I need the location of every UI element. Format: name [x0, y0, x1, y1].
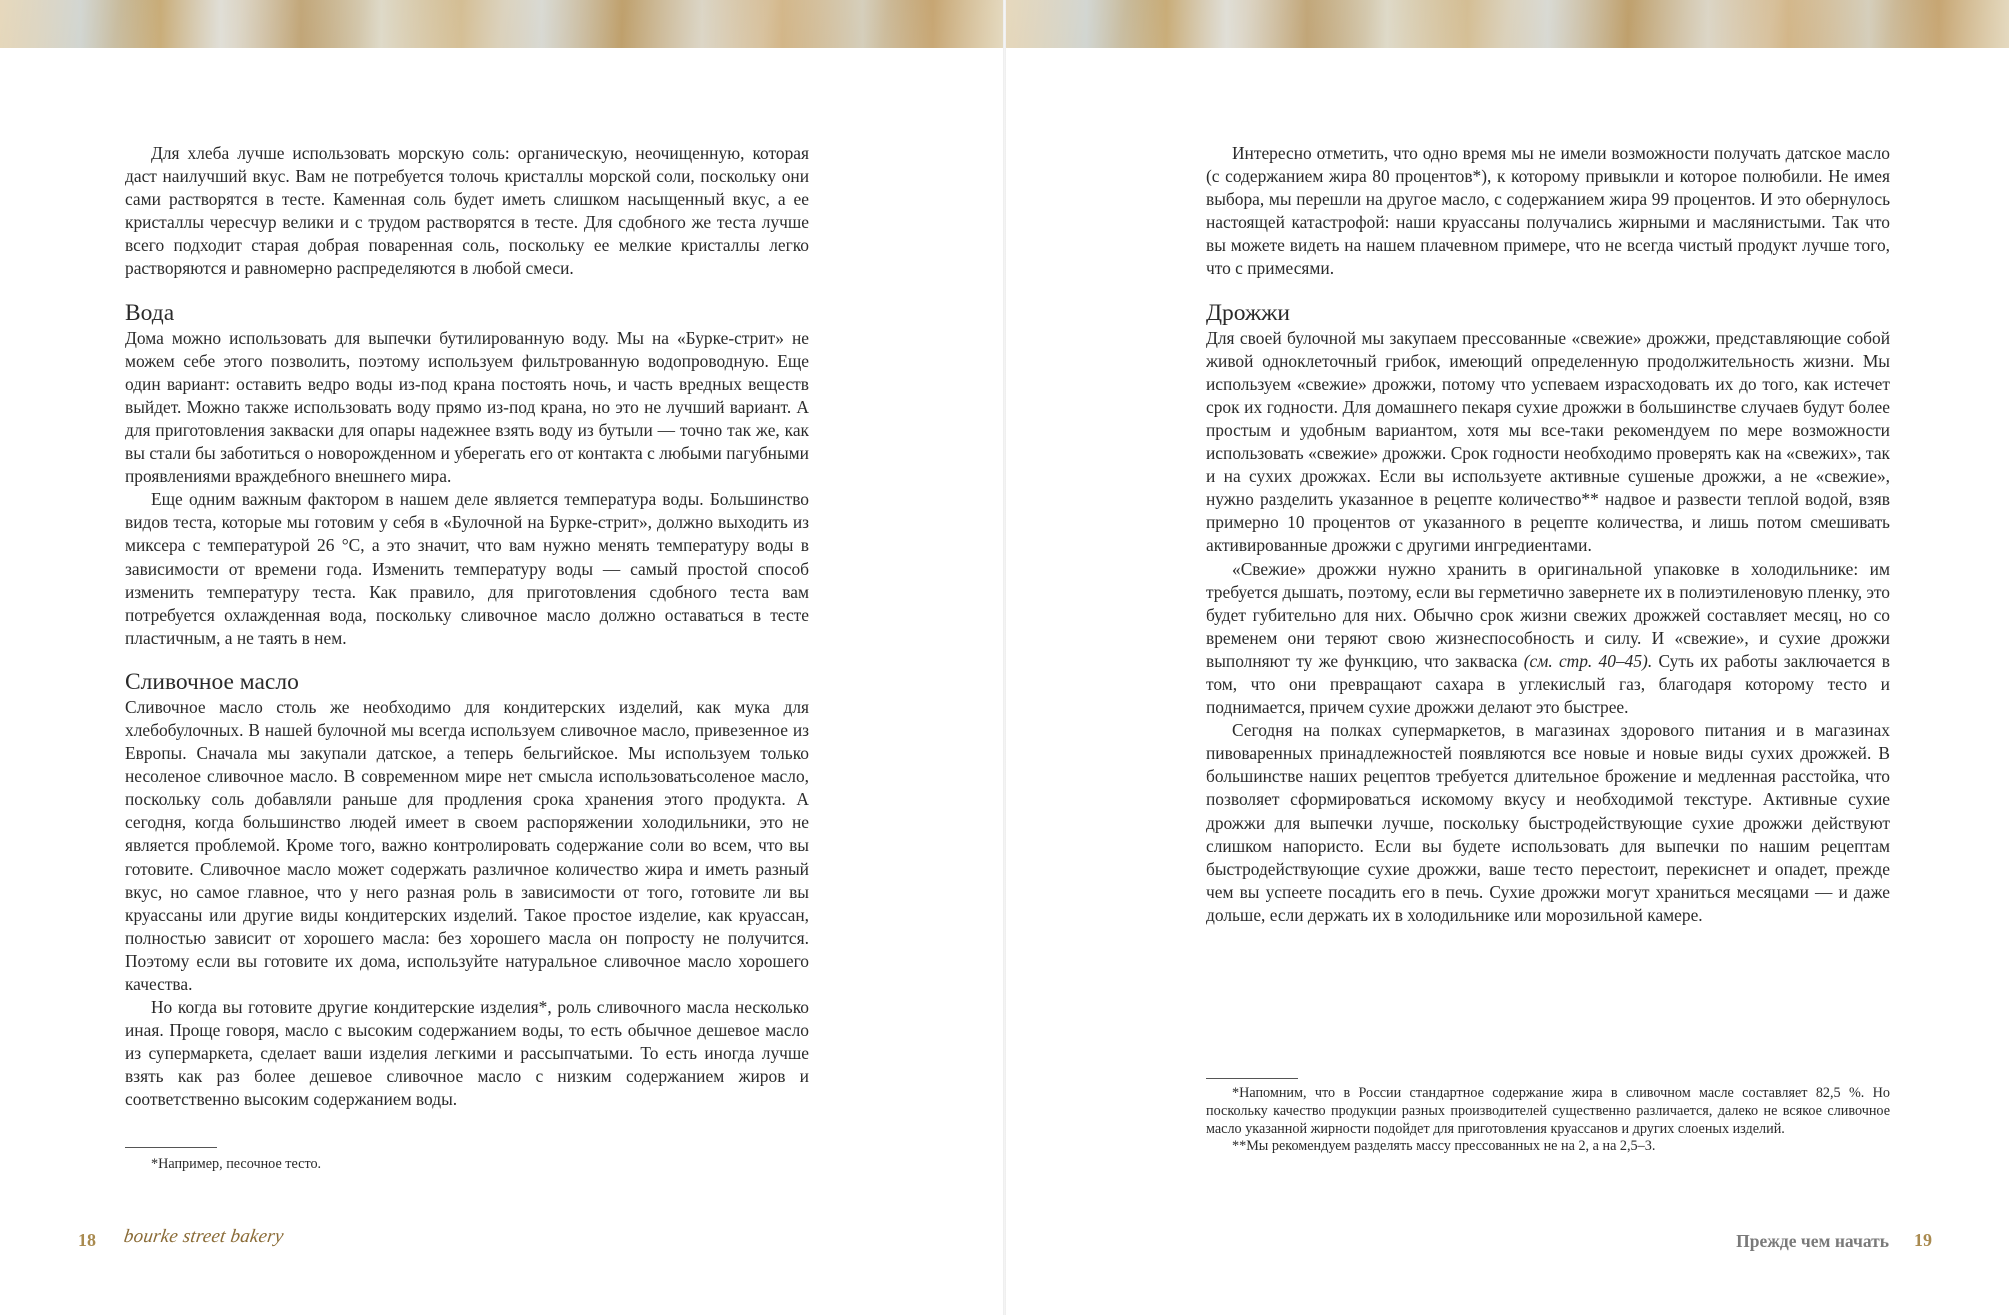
- page-reference: (см. стр. 40–45).: [1523, 650, 1653, 671]
- yeast-paragraph-3: Сегодня на полках супермаркетов, в магазинах здорового питания и в магазинах пивоваренных принадлежностей появляются все новые и новые виды сухих дрожжей. В большинстве наших рецептов требуется длительное брожение и медленная расстойка, что позволяет сформироваться искомому вкусу и необходимой текстуре. Активные сухие дрожжи для выпечки лучше, поскольку быстродействующие сухие дрожжи действуют слишком напористо. Если вы будете использовать для выпечки по нашим рецептам быстродействующие сухие дрожжи, ваше тесто перестоит, перекиснет и опадет, прежде чем вы успеете посадить его в печь. Сухие дрожжи могут храниться месяцами — и даже дольше, если держать их в холодильнике или морозильной камере.: [1206, 720, 1890, 925]
- yeast-paragraph-2-part-a: «Свежие» дрожжи нужно хранить в оригинальной упаковке в холодильнике: им требуется дышать, поэтому, если вы герметично завернете их в полиэтиленовую пленку, это будет губительно для них. Обычно срок жизни свежих дрожжей составляет месяц, но со временем они теряют свою жизнеспособность и силу. И «свежие», и сухие дрожжи выполняют ту же функцию, что закваска: [1206, 558, 1890, 671]
- right-footnote-1: *Напомним, что в России стандартное содержание жира в сливочном масле составляет 82,5 %. Но поскольку качество продукции разных производителей существенно различается, далеко не всякое сливочное масло указанной жирности подойдет для приготовления круассанов и других слоеных изделий.: [1206, 1085, 1890, 1137]
- butter-paragraph-2: Но когда вы готовите другие кондитерские изделия*, роль сливочного масла несколько иная. Проще говоря, масло с высоким содержанием воды, то есть обычное дешевое масло из супермаркета, сделает ваши изделия легкими и рассыпчатыми. То есть иногда лучше взять как раз более дешевое сливочное масло с низким содержанием жиров и соответственно высоким содержанием воды.: [125, 997, 809, 1110]
- water-paragraph-1: Дома можно использовать для выпечки бутилированную воду. Мы на «Бурке-стрит» не можем себе этого позволить, поэтому используем фильтрованную водопроводную. Еще один вариант: оставить ведро воды из-под крана постоять ночь, и часть вредных веществ выйдет. Можно также использовать воду прямо из-под крана, но это не лучший вариант. А для приготовления закваски для опары надежнее взять воду из бутыли — точно так же, как вы стали бы заботиться о новорожденном и уберегать его от контакта с любыми пагубными проявлениями враждебного внешнего мира.: [125, 327, 809, 487]
- yeast-paragraph-2-part-b: Суть их работы заключается в том, что они превращают сахара в углекислый газ, благодаря которому тесто и поднимается, причем сухие дрожжи делают это быстрее.: [1206, 650, 1890, 718]
- left-header-texture: [0, 0, 1003, 48]
- page-gutter: [1003, 0, 1006, 1315]
- left-page-text-column: [125, 142, 809, 1112]
- left-footnote: *Например, песочное тесто.: [151, 1156, 322, 1172]
- brand-logo-text: bourke street bakery: [122, 1226, 286, 1247]
- left-footnotes: [125, 1156, 809, 1174]
- yeast-paragraph-1: Для своей булочной мы закупаем прессованные «свежие» дрожжи, представляющие собой живой одноклеточный грибок, имеющий определенную продолжительность жизни. Мы используем «свежие» дрожжи, потому что успеваем израсходовать их до того, как истечет срок их годности. Для домашнего пекаря сухие дрожжи в большинстве случаев будут более простым и удобным вариантом, хотя мы все-таки рекомендуем по мере возможности использовать «свежие» дрожжи. Срок годности необходимо проверять как на «свежих», так и на сухих дрожжах. Если вы используете активные сушеные дрожжи, а не «свежие», нужно разделить указанное в рецепте количество** надвое и развести теплой водой, взяв примерно 10 процентов от указанного в рецепте количества, и лишь потом смешивать активированные дрожжи с другими ингредиентами.: [1206, 327, 1890, 556]
- left-page-number: 18: [78, 1230, 96, 1250]
- right-page-text-column: [1206, 142, 1890, 927]
- yeast-heading: Дрожжи: [1206, 299, 1290, 326]
- right-footnotes: [1206, 1085, 1890, 1156]
- butter-fat-paragraph: Интересно отметить, что одно время мы не имели возможности получать датское масло (с содержанием жира 80 процентов*), к которому привыкли и которое полюбили. Не имея выбора, мы перешли на другое масло, с содержанием жира 99 процентов. И это обернулось настоящей катастрофой: наши круассаны получались жирными и маслянистыми. Так что вы можете видеть на нашем плачевном примере, что не всегда чистый продукт лучше того, что с примесями.: [1206, 143, 1890, 279]
- salt-paragraph: Для хлеба лучше использовать морскую соль: органическую, неочищенную, которая даст наилучший вкус. Вам не потребуется толочь кристаллы морской соли, поскольку они сами растворятся в тесте. Каменная соль будет иметь слишком насыщенный вкус, а ее кристаллы чересчур велики и с трудом растворятся в тесте. Для сдобного же теста лучше всего подходит старая добрая поваренная соль, поскольку ее мелкие кристаллы легко растворяются и равномерно распределяются в любой смеси.: [125, 143, 809, 279]
- yeast-paragraph-2: [1206, 558, 1890, 720]
- butter-paragraph-1: Сливочное масло столь же необходимо для кондитерских изделий, как мука для хлебобулочных. В нашей булочной мы всегда используем сливочное масло, привезенное из Европы. Сначала мы закупали датское, а теперь бельгийское. Мы используем только несоленое сливочное масло. В современном мире нет смысла использоватьсоленое масло, поскольку соль добавляли раньше для продления срока хранения этого продукта. А сегодня, когда большинство людей имеет в своем распоряжении холодильники, это не является проблемой. Кроме того, важно контролировать содержание соли во всем, что вы готовите. Сливочное масло может содержать различное количество жира и иметь разный вкус, но самое главное, что у него разная роль в зависимости от того, готовите ли вы круассаны или другие виды кондитерских изделий. Такое простое изделие, как круассан, полностью зависит от хорошего масла: без хорошего масла он попросту не получится. Поэтому если вы готовите их дома, используйте натуральное сливочное масло хорошего качества.: [125, 696, 809, 994]
- right-page-number: 19: [1914, 1230, 1932, 1250]
- left-footnote-rule: [125, 1147, 217, 1148]
- butter-heading: Сливочное масло: [125, 668, 299, 695]
- water-paragraph-2: Еще одним важным фактором в нашем деле является температура воды. Большинство видов теста, которые мы готовим у себя в «Булочной на Бурке-стрит», должно выходить из миксера с температурой 26 °С, а это значит, что вам нужно менять температуру воды в зависимости от времени года. Изменить температуру воды — самый простой способ изменить температуру теста. Как правило, для приготовления сдобного теста вам потребуется охлажденная вода, поскольку сливочное масло должно оставаться в тесте пластичным, а не таять в нем.: [125, 489, 809, 648]
- right-footnote-2: **Мы рекомендуем разделять массу прессованных не на 2, а на 2,5–3.: [1232, 1138, 1656, 1155]
- water-heading: Вода: [125, 299, 175, 326]
- right-footnote-rule: [1206, 1078, 1298, 1079]
- running-head: Прежде чем начать: [1736, 1231, 1889, 1251]
- right-header-texture: [1006, 0, 2009, 48]
